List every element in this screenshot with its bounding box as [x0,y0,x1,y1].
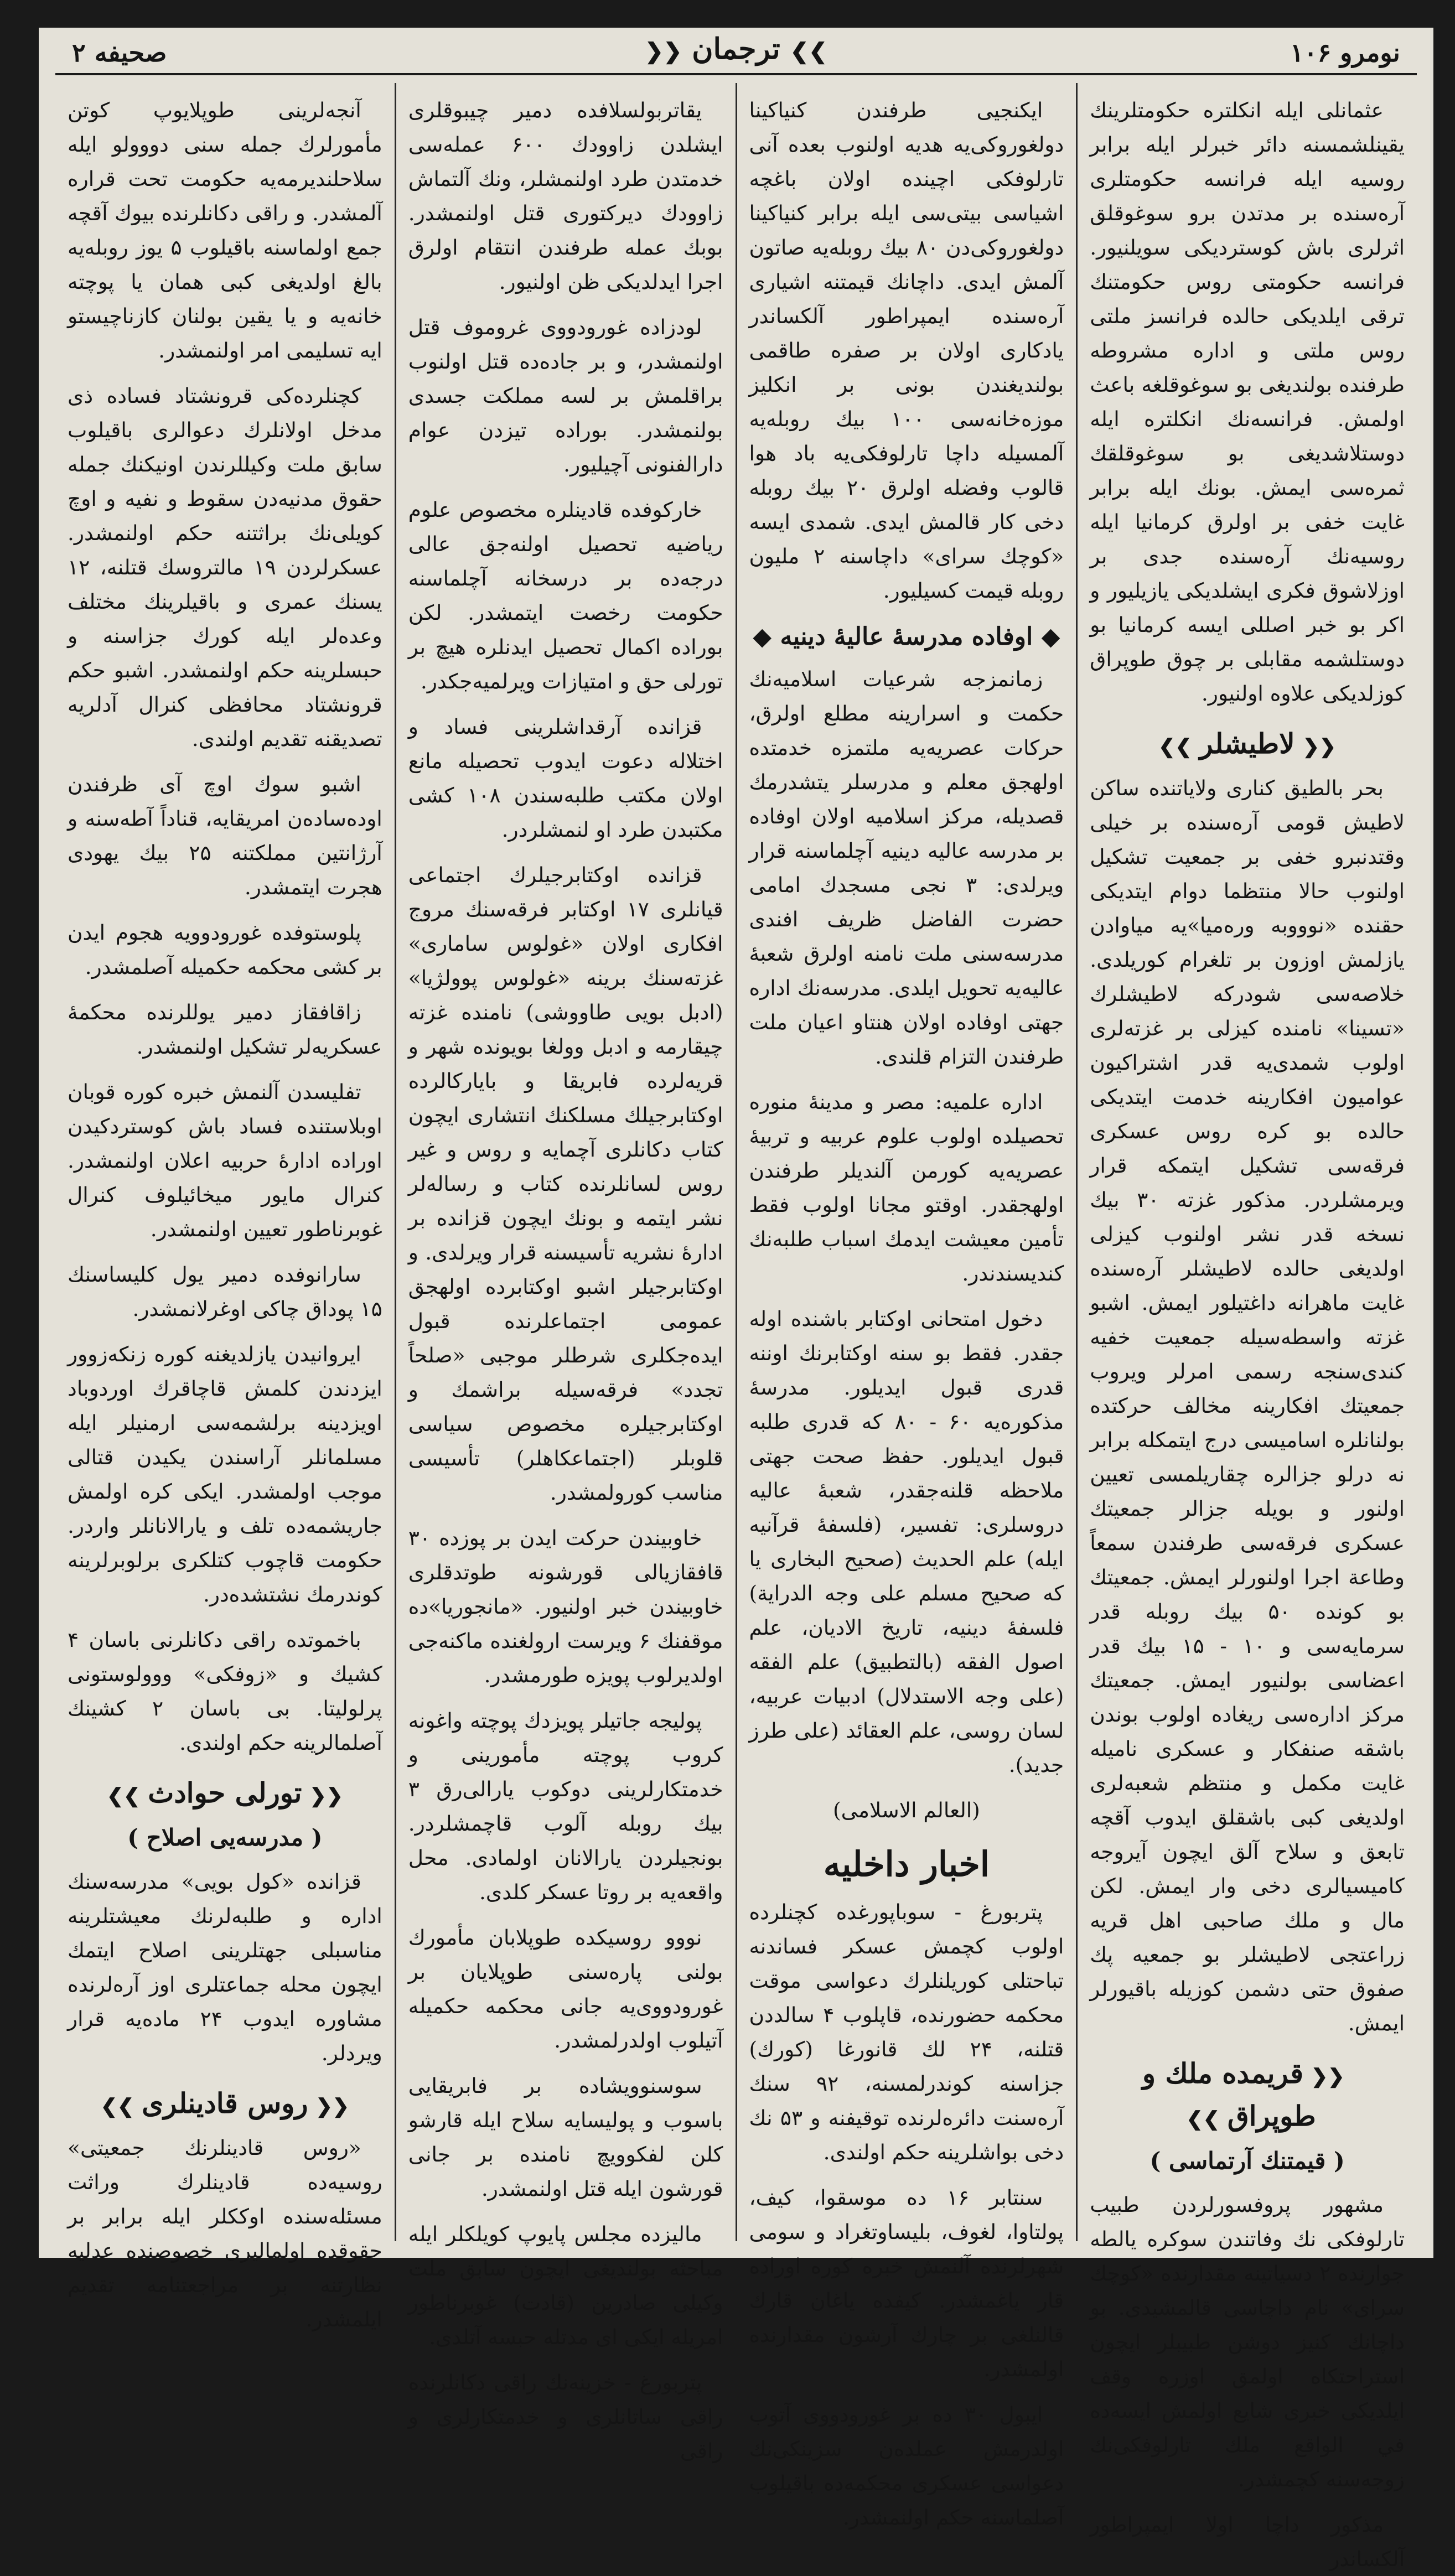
news-item: باخموتده راقى دكانلرنى باسان ۴ كشيك و «زوفكى» ووولوستونى پرلوليتا. بى باسان ۲ كشينك آصلمالرينه حكم اولندى. [68,1628,382,1755]
ornament-icon: ❯❯ [1158,735,1192,758]
news-item: كچنلرده‌كى قرونشتاد فساده ذى مدخل اولانلرك دعوالرى باقيلوب سابق ملت وكيللرندن اونيكنك جمله حقوق مدنيه‌دن سقوط و نفيه و اوچ كويلى‌نك براثتنه حكم اولنمشدر. عسكرلردن ۱۹ مالتروسك قتلنه، ۱۲ يسنك عمرى و باقيلرينك مختلف وعده‌لر ايله كورك جزاسنه و حبسلرينه حكم اولنمشدر. اشبو حكم قرونشتاد محافظى كنرال آدلريه تصديقنه تقديم اولندى. [68,383,382,751]
ornament-icon: ◆ [753,623,772,651]
article-paragraph: عثمانلى ايله انكلتره حكومتلرينك يقينلشمسنه دائر خبرلر ايله برابر روسيه ايله فرانسه حكومتلرى آره‌سنده بر مدتدن برو سوغوقلق اثرلرى باش كوسترديكى سويلنيور. فرانسه حكومتى روس حكومتنك ترقى ايلديكى حالده فرانسز ملتى روس ملتى و اداره مشروطه طرفنده بولنديغى بو سوغوقلغه باعث اولمش. فرانسه‌نك انكلتره ايله دوستلاشديغى بو سوغوقلقك ثمره‌سى ايمش. بونك ايله برابر غايت خفى بر اولرق كرمانيا ايله روسيه‌نك آره‌سنده جدى بر اوزلاشوق فكرى ايشلديكى يازيليور و اكر بو خبر اصللى ايسه كرمانيا بو دوستلشمه مقابلى بر چوق طوپراق كوزلديكى علاوه اولنيور. [1090,98,1405,706]
article-paragraph: «روس قادينلرنك جمعيتى» روسيه‌ده قادينلرك وراثت مسئله‌سنده اوككلر ايله برابر بر حقوقده اولماليرى خصوصنده عدليه نظارتنه بر مراجعتنامه تقديم ايلمشدر. [68,2136,382,2331]
article-paragraph: مشهور پروفسورلردن طبيب تارلوفكى نك وفاتندن سوكره يالطه جوارنده ۲ دسياتينه مقدارنده «كوچك سراى» نام داچاسى قالمشيدى. بو داچانك كنيز دوشن طبيبلر ايچون استراحتكاه اولمق اوزره وقف ايلديكى خبرى شايع اولمش ايسه‌ده في الواقع ملك تارلوفكى‌نك زوجه‌سنه كچمشدر. [1090,2193,1405,2491]
news-item: قزانده اوكتابرجيلرك اجتماعى قيانلرى ۱۷ اوكتابر فرقه‌سنك مروج افكارى اولان «غولوس سامارى» غزته‌سنك برينه «غولوس پوولژيا» (ادبل بويى طاووشى) نامنده غزته چيقارمه و ادبل وولغا بويونده شهر و قريه‌لرده فابريقا و باياركالرده اوكتابرجيلك مسلكنك انتشارى ايچون كتاب دكانلرى آچمايه و روس و غير روس لسانلرنده كتاب و رساله‌لر نشر ايتمه و بونك ايچون قزانده بر ادارهٔ نشريه تأسيسنه قرار ويرلدى. و اوكتابرجيلر اشبو اوكتابرده اولهجق عمومى اجتماعلرنده قبول ايده‌جكلرى شرطلر موجبى «صلحاً تجدد» فرقه‌سيله براشمك و اوكتابرجيلره مخصوص سياسى قلوبلر (اجتماعكاهلر) تأسيسى مناسب كورولمشدر. [408,863,723,1505]
news-item: پتربورغ - خزينه‌نك راقى دكانلرنده راقى ساتانلرى و خدمتكارلرى و راقى [408,2370,723,2463]
ornament-icon: ❮❮ [1302,735,1337,758]
news-item: لودزاده غورودووى غروموف قتل اولنمشدر، و بر جاده‌ده قتل اولنوب براقلمش بر لسه مملكت جسدى بولنمشدر. بوراده تيزدن عوام دارالفنونى آچيليور. [408,315,723,476]
article-paragraph: ايكنجيى طرفندن كنياكينا دولغوروكى‌يه هديه اولنوب بعده آنى تارلوفكى اچينده اولان باغچه اشياسى بيتى‌سى ايله برابر كنياكينا دولغوروكى‌دن ۸۰ بيك روبله‌يه صاتون آلمش ايدى. داچانك قيمتنه اشيارى آره‌سنده ايمپراطور آلكساندر يادكارى اولان بر صفره طاقمى بولنديغندن بونى بر انكليز موزه‌خانه‌سى ۱۰۰ بيك روبله‌يه آلمسيله داچا تارلوفكى‌يه باد هوا قالوب وفضله اولرق ۲۰ بيك روبله دخى كار قالمش ايدى. شمدى ايسه «كوچك سراى» داچاسنه ۲ مليون روبله قيمت كسيليور. [749,98,1064,603]
section-heading-latish: ❮❮لاطيشلر❯❯ [1158,727,1337,760]
text-columns [55,83,1417,2571]
article-paragraph: بحر بالطيق كنارى ولاياتنده ساكن لاطيش قومى آره‌سنده بر خيلى وقتدنبرو خفى بر جمعيت تشكيل اولنوب حالا منتظما دوام ايتديكى حقنده «نوووبه وره‌ميا»يه مياوادن يازلمش اوزون بر تلغرام كوريلدى. خلاصه‌سى شودركه لاطيشلرك «تسينا» نامنده كيزلى بر غزته‌لرى اولوب شمدى‌يه قدر اشتراكيون عواميون افكارينه خدمت ايتديكى حالده بو كره روس عسكرى فرقه‌سى تشكيل ايتمكه قرار ويرمشلردر. مذكور غزته ۳۰ بيك نسخه قدر نشر اولنوب كيزلى اولديغى حالده لاطيشلر آره‌سنده غايت ماهرانه داغتيلور ايمش. اشبو غزته واسطه‌سيله جمعيت خفيه كندى‌سنجه رسمى امرلر ويروب جمعيتك افكارينه مخالف حركتده بولنانلره اساميسى درج ايتمكله برابر نه درلو جزالره چقاريلمسى تعيين اولنور و بويله جزالر جمعيتك عسكرى فرقه‌سى طرفندن سمعاً وطاعة اجرا اولنورلر ايمش. جمعيتك بو كونده ۵۰ بيك روبله قدر سرمايه‌سى و ۱۰ - ۱۵ بيك قدر اعضاسى بولنيور ايمش. جمعيتك مركز اداره‌سى ريغاده اولوب بوندن باشقه صنفكار و عسكرى ناميله غايت مكمل و منتظم شعبه‌لرى اولديغى كبى باشقلق ايدوب آقچه تابعق و سلاح آلق ايچون آيروجه كاميسيالرى دخى وار ايمش. لكن مال و ملك صاحبى اهل قريه زراعتجى لاطيشلر بو جمعيه پك صفوق حتى دشمن كوزيله باقيورلر ايمش. [1090,776,1405,2035]
column-4 [55,83,395,2331]
ornament-icon: ❯❯ [1186,2107,1220,2131]
article-paragraph: قزانده «كول بويى» مدرسه‌سنك اداره و طلبه‌لرنك معيشتلرينه مناسبلى جهتلرينى اصلاح ايتمك ايچون محله جماعتلرى اوز آرەلرنده مشاوره ايدوب ۲۴ ماده‌يه قرار ويردلر. [68,1869,382,2065]
section-heading-madrasa: ◆ اوفاده مدرسهٔ عاليهٔ دينيه ◆ [753,623,1060,651]
article-paragraph: مذكور داچا اولا ايمپراطور آلكساندر [1090,2512,1405,2571]
ornament-icon: ❮❮ [1311,2065,1345,2088]
news-item: ماليزده مجلس پايوپ كويلكلر ايله مباحثه بولنديغى ايچون سابق ملت وكيلى صادرين (قادت) غوبرناطور امريله ايكى اى مدتله حبسه آتلدى. [408,2222,723,2349]
news-item: پلوستوفده غورودوويه هجوم ايدن بر كشى محكمه حكميله آصلمشدر. [68,920,382,979]
column-1 [1076,83,1417,2571]
ornament-icon: ❯❯ [100,2095,134,2118]
article-paragraph: اداره علميه: مصر و مدينهٔ منوره تحصيلده اولوب علوم عربيه و تربيهٔ عصريه‌يه كورمن آلنديلر طرفندن اولهجقدر. اوقتو مجانا اولوب فقط تأمين معيشت ايدمك اسباب طلبه‌نك كنديسندندر. [749,1090,1064,1286]
ornament-icon: ❮❮ [315,2095,349,2118]
news-item: خاركوفده قادينلره مخصوص علوم رياضيه تحصيل اولنه‌جق عالى درجه‌ده بر درسخانه آچلماسنه حكومت رخصت ايتمشدر. لكن بوراده اكمال تحصيل ايدنلره هيچ بر تورلى حق و امتيازات ويرلميه‌جكدر. [408,497,723,693]
news-item: سنتابر ۱۶ ده موسقوا، كيف، پولتاوا، لغوف، بليساوتغراد و سومى شهرلرنده آلنمش خبره كوره اوراده قار ياغمشدر. كيفده ياغان قارك قالنلغى بر چارك آرشون مقدارنده اولمشدر. [749,2185,1064,2381]
header-rule [55,73,1417,75]
news-item: اشبو سوك اوچ آى ظرفندن اوده‌ساده‌ن امريقايه، قناداً آطه‌سنه و آرژانتين مملكتنه ۲۵ بيك يهودى هجرت ايتمشدر. [68,772,382,899]
news-item: سوسنوويشاده بر فابريقايى باسوب و پوليسايه سلاح ايله قارشو كلن لفكوويچ نامنده بر جانى قورشون ايله قتل اولنمشدر. [408,2074,723,2201]
column-2 [736,83,1076,2530]
news-item: زاقافقاز دمير يوللرنده محكمهٔ عسكريه‌لر تشكيل اولنمشدر. [68,1000,382,1059]
article-paragraph: دخول امتحانى اوكتابر باشنده اوله جقدر. فقط بو سنه اوكتابرنك اوننه قدرى قبول ايديلور. مدرسهٔ مذكوره‌يه ۶۰ - ۸۰ كه قدرى طلبه قبول ايديلور. حفظ صحت جهتى ملاحظه قلنه‌جقدر، شعبهٔ عاليه دروسلرى: تفسير، (فلسفهٔ قرآنيه ايله) علم الحديث (صحيح البخارى يا كه صحيح مسلم على وجه الدراية) فلسفهٔ دينيه، تاريخ الاديان، علم اصول الفقه (بالتطبيق) علم الفقه (على وجه الاستدلال) ادبيات عربيه، لسان روسى، علم العقائد (على طرز جديد). [749,1307,1064,1777]
ornament-right: ❮❮ [790,38,827,64]
ornament-icon: ❯❯ [106,1784,141,1807]
newspaper-page [39,28,1433,2571]
ornament-icon: ◆ [1041,623,1060,651]
news-item: ايروانيدن يازلديغنه كوره زنكه‌زوور ايزدندن كلمش قاچاقرك اوردوباد اويزدينه برلشمه‌سى ارمنيلر ايله مسلمانلر آراسندن يكيدن قتالى موجب اولمشدر. ايكى كره اولمش جاريشمه‌ده تلف و يارالانانلر واردر. حكومت قاچوب كتلكرى برلوبرلرينه كوندرمك نشتشده‌در. [68,1342,382,1606]
ornament-left: ❯❯ [645,38,682,64]
section-heading-domestic: اخبار داخليه [823,1844,990,1884]
newspaper-title: ترجمان [692,32,780,66]
news-item: آنجه‌لرينى طوپلايوپ كوتن مأمورلرك جمله سنى دووولو ايله سلاحلنديرمه‌يه حكومت تحت قراره آلمشدر. و راقى دكانلرنده بيوك آقچه جمع اولماسنه باقيلوب ۵ يوز روبله‌يه بالغ اولديغى كبى همان يا پوچته خانه‌يه و يا يقين بولنان كازناچيستو ايه تسليمى امر اولنمشدر. [68,98,382,362]
section-heading-women: ❮❮روس قادينلرى❯❯ [100,2087,349,2119]
article-paragraph: زمانمزجه شرعيات اسلاميه‌نك حكمت و اسرارينه مطلع اولرق، حركات عصريه‌يه ملتمزه خدمتده اولهجق معلم و مدرسلر يتشدرمك قصديله، مركز اسلاميه اولان اوفاده بر مدرسه عاليه دينيه آچلماسنه قرار ويرلدى: ۳ نجى مسجدك امامى حضرت الفاضل ظريف افندى مدرسه‌سنى ملت نامنه اولرق شعبهٔ عاليه‌يه تحويل ايلدى. مدرسه‌نك اداره جهتى اوفاده اولان هنتاو اعيان ملت طرفندن التزام قلندى. [749,667,1064,1069]
section-subheading-crimea: ( قيمتنك آرتماسى ) [1149,2147,1345,2174]
news-item: ايبول ۳۰ ده بر غورودووى آتوب اولدرمش عملده‌ن سزينكى‌نك دعواسى عسكرى محكمه‌ده باقيلوب آصلماسنه حكم اولنمشدر. [749,2402,1064,2530]
section-heading-various: ❮❮تورلى حوادث❯❯ [106,1776,343,1809]
news-item: نووو روسيكده طوپلابان مأمورك بولنى پارەسنى طوپلايان بر غورودووى‌يه جانى محكمه حكميله آتيلوب اولدرلمشدر. [408,1925,723,2052]
news-item: يقاتربولسلافده دمير چيبوقلرى ايشلدن زاوودك ۶۰۰ عمله‌سى خدمتدن طرد اولنمشلر، ونك آلتماش زاوودك ديركتورى قتل اولنمشدر. بوبك عمله طرفندن انتقام اولرق اجرا ايدلديكى ظن اولنيور. [408,98,723,294]
news-item: قزانده آرقداشلرينى فساد و اختلاله دعوت ايدوب تحصيله مانع اولان مكتب طلبه‌سندن ۱۰۸ كشى مكتبدن طرد او لنمشلردر. [408,714,723,842]
column-3 [395,83,736,2463]
ornament-icon: ❮❮ [309,1784,343,1807]
news-item: پوليجه جاتيلر پويزدك پوچته واغونه كروب پوچته مأمورينى و خدمتكارلرينى دوكوب يارالى‌رق ۳ بيك روبله آلوب قاچمشلردر. بونجيلردن يارالانان اولمادى. محل واقعه‌يه بر روتا عسكر كلدى. [408,1708,723,1904]
news-item: پتربورغ - سوباپورغده كچنلرده اولوب كچمش عسكر فساندنه تباحتلى كوريلنلرك دعواسى موقت محكمه حضورنده، قاپلوب ۴ سالددن قتلنه، ۲۴ لك قانورغا (كورك) جزاسنه كوندرلمسنه، ۹۲ سنك آره‌سنت دائره‌لرنده توقيفنه و ۵۳ نك دخى بواشلرينه حكم اولندى. [749,1900,1064,2164]
issue-number: نومرو ۱۰۶ [1290,38,1400,68]
news-item: خاوبيندن حركت ايدن بر پوزده ۳۰ قافقازيالى قورشونه طوتدقلرى خاوبيندن خبر اولنيور. «مانجوريا»ده موقفنك ۶ ويرست ارولغنده ماكنه‌جى اولديرلوب پويزه طورمشدر. [408,1526,723,1687]
article-source: (العالم الاسلامى) [832,1798,980,1822]
section-subheading-various: ( مدرسه‌يى اصلاح ) [127,1824,323,1851]
masthead [39,32,1433,66]
section-heading-crimea: ❮❮قريمده ملك و طوپراق❯❯ [1142,2057,1345,2132]
news-item: تفليسدن آلنمش خبره كوره قوبان اوبلاستنده فساد باش كوستردكيدن اوراده ادارهٔ حربيه اعلان اولنمشدر. كنرال مايور ميخائيلوف كنرال غوبرناطور تعيين اولنمشدر. [68,1080,382,1241]
news-item: سارانوفده دمير يول كليساسنك ۱۵ پوداق چاكى اوغرلانمشدر. [68,1262,382,1321]
page-label: صحيفه ۲ [72,38,167,68]
